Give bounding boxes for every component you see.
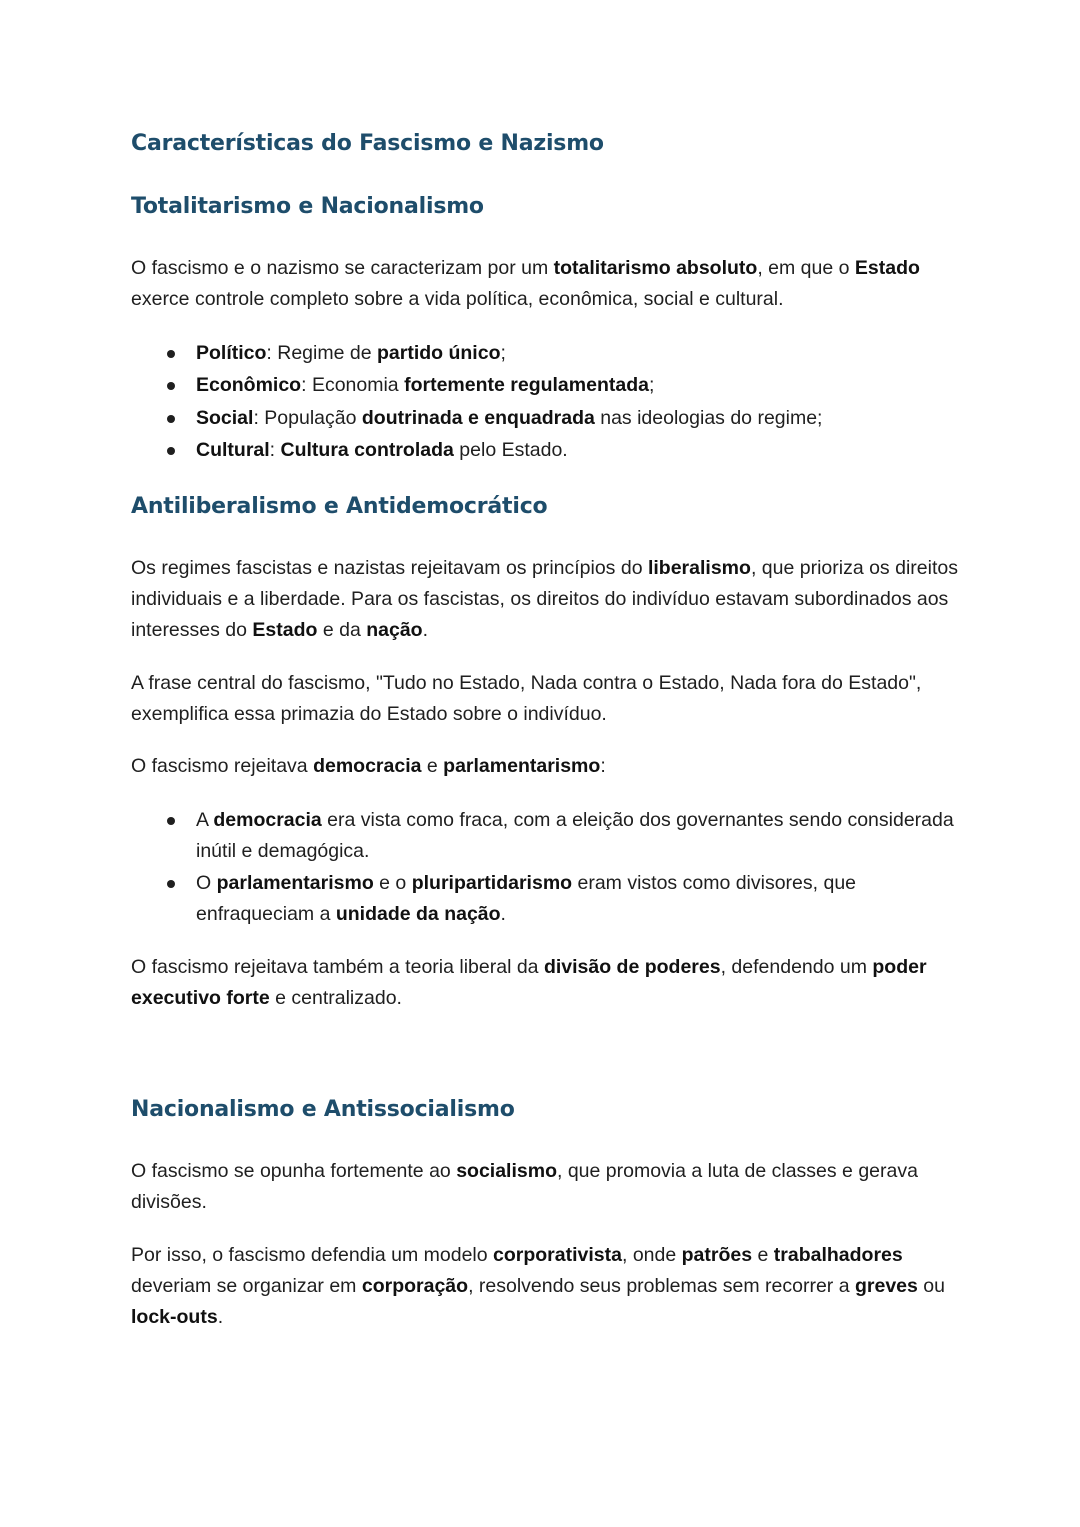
bold-term: parlamentarismo [216, 872, 374, 894]
paragraph-corporativismo: Por isso, o fascismo defendia um modelo corporativista, onde patrões e trabalhadores deveriam se organizar em corporação, resolvendo seus problemas sem recorrer a greves ou lock-outs. [131, 1244, 945, 1328]
bold-term: Econômico [196, 374, 302, 396]
list-item-democracia: A democracia era vista como fraca, com a eleição dos governantes sendo considerada inútil e demagógica. [196, 809, 954, 862]
bold-term: lock-outs [131, 1306, 218, 1328]
bullet-dot [167, 817, 175, 825]
bold-term: democracia [213, 809, 322, 831]
bold-term: greves [854, 1275, 918, 1297]
paragraph-frase-central: A frase central do fascismo, "Tudo no Estado, Nada contra o Estado, Nada fora do Estado", exemplifica essa primazia do Estado sobre o indivíduo. [131, 672, 922, 725]
bold-term: unidade da nação [335, 903, 501, 925]
bold-term: pluripartidarismo [411, 872, 573, 894]
bullet-dot [167, 415, 175, 423]
list-item-parlamentarismo: O parlamentarismo e o pluripartidarismo eram vistos como divisores, que enfraqueciam a unidade da nação. [196, 872, 857, 925]
bold-term: trabalhadores [773, 1244, 903, 1266]
section-heading-totalitarismo: Totalitarismo e Nacionalismo [131, 194, 484, 219]
bold-term: Cultura controlada [280, 439, 454, 461]
bold-term: fortemente regulamentada [404, 374, 649, 396]
section-heading-antissocialismo: Nacionalismo e Antissocialismo [131, 1097, 515, 1122]
document-title: Características do Fascismo e Nazismo [131, 131, 604, 156]
list-item-cultural: Cultural: Cultura controlada pelo Estado. [196, 439, 568, 461]
bold-term: corporativista [493, 1244, 622, 1266]
bold-term: Político [196, 342, 267, 364]
bold-term: democracia [313, 755, 422, 777]
paragraph-democracia-intro: O fascismo rejeitava democracia e parlamentarismo: [131, 755, 606, 777]
bold-term: divisão de poderes [543, 956, 721, 978]
bold-term: nação [366, 619, 423, 641]
bold-term: Estado [252, 619, 318, 641]
bold-term: liberalismo [647, 557, 751, 579]
bold-term: Estado [854, 257, 920, 279]
bold-term: corporação [361, 1275, 469, 1297]
bullet-dot [167, 880, 175, 888]
bold-term: doutrinada e enquadrada [361, 407, 595, 429]
bold-term: socialismo [456, 1160, 557, 1182]
bullet-dot [167, 350, 175, 358]
bold-term: poder executivo forte [131, 956, 927, 1009]
bold-term: patrões [681, 1244, 753, 1266]
section-heading-antiliberalismo: Antiliberalismo e Antidemocrático [131, 494, 548, 519]
bullet-dot [167, 447, 175, 455]
paragraph-liberalismo: Os regimes fascistas e nazistas rejeitavam os princípios do liberalismo, que prioriza os direitos individuais e a liberdade. Para os fascistas, os direitos do indivíduo estavam subordinados aos interesses do Estado e da nação. [131, 557, 958, 641]
bold-term: Social [196, 407, 254, 429]
bold-term: totalitarismo absoluto [553, 257, 758, 279]
list-item-social: Social: População doutrinada e enquadrada nas ideologias do regime; [196, 407, 823, 429]
list-item-politico: Político: Regime de partido único; [196, 342, 506, 364]
paragraph-socialismo: O fascismo se opunha fortemente ao socialismo, que promovia a luta de classes e gerava divisões. [131, 1160, 918, 1213]
bold-term: Cultural [196, 439, 270, 461]
bullet-dot [167, 382, 175, 390]
bold-term: parlamentarismo [443, 755, 601, 777]
bold-term: partido único [376, 342, 501, 364]
list-item-economico: Econômico: Economia fortemente regulamentada; [196, 374, 655, 396]
paragraph-totalitarismo-intro: O fascismo e o nazismo se caracterizam por um totalitarismo absoluto, em que o Estado exerce controle completo sobre a vida política, econômica, social e cultural. [131, 257, 920, 310]
paragraph-divisao-poderes: O fascismo rejeitava também a teoria liberal da divisão de poderes, defendendo um poder executivo forte e centralizado. [131, 956, 927, 1009]
